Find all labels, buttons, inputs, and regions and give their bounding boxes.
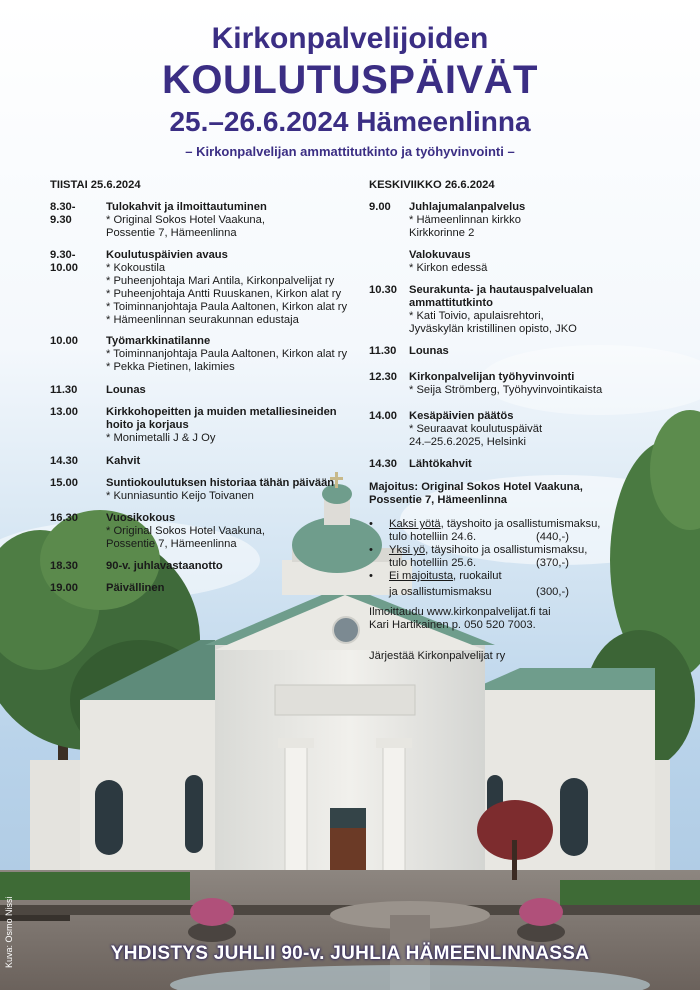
- event-title: Kesäpäivien päätös: [409, 410, 514, 422]
- event-detail: 24.–25.6.2025, Helsinki: [409, 436, 526, 448]
- price-option-desc: , täyshoito ja osallistumismaksu,: [440, 518, 601, 530]
- price-bullet-icon: •: [369, 544, 373, 556]
- event-detail: * Kati Toivio, apulaisrehtori,: [409, 310, 544, 322]
- event-detail: Jyväskylän kristillinen opisto, JKO: [409, 323, 577, 335]
- event-time: 14.30: [50, 455, 78, 467]
- photo-credit: Kuva: Osmo Nissi: [4, 896, 14, 968]
- event-title: Työmarkkinatilanne: [106, 335, 211, 347]
- event-title: Seurakunta- ja hautauspalvelualan: [409, 284, 594, 296]
- event-title: Kahvit: [106, 455, 141, 467]
- price-option-desc: , täysihoito ja osallistumismaksu,: [425, 544, 588, 556]
- price-option-arrival: ja osallistumismaksu: [389, 586, 492, 598]
- registration-info: Ilmoittaudu www.kirkonpalvelijat.fi tai: [369, 606, 551, 618]
- event-time: 9.00: [369, 201, 391, 213]
- event-detail: * Kokoustila: [106, 262, 166, 274]
- event-detail: * Original Sokos Hotel Vaakuna,: [106, 525, 265, 537]
- date-place: 25.–26.6.2024 Hämeenlinna: [169, 106, 531, 137]
- event-time: 13.00: [50, 406, 78, 418]
- event-title: Lounas: [106, 384, 146, 396]
- event-time: 8.30-9.30: [50, 201, 76, 227]
- event-detail: * Puheenjohtaja Mari Antila, Kirkonpalvelijat ry: [106, 275, 335, 287]
- event-title: Lähtökahvit: [409, 458, 472, 470]
- price-option-label: Yksi yö: [389, 544, 426, 556]
- event-time: 9.30-10.00: [50, 249, 78, 275]
- event-detail: * Pekka Pietinen, lakimies: [106, 361, 235, 373]
- price-option: [389, 518, 600, 531]
- price-option-label: Ei majoitusta: [389, 570, 454, 582]
- event-time: 16.30: [50, 512, 78, 524]
- event-title: Päivällinen: [106, 582, 165, 594]
- event-time: 15.00: [50, 477, 78, 489]
- price-amount: (300,-): [536, 586, 569, 598]
- event-time: 12.30: [369, 371, 397, 383]
- price-option-arrival: tulo hotelliin 25.6.: [389, 557, 477, 569]
- price-amount: (370,-): [536, 557, 569, 569]
- price-bullet-icon: •: [369, 518, 373, 530]
- price-option-label: Kaksi yötä: [389, 518, 441, 530]
- event-detail: Kirkkorinne 2: [409, 227, 475, 239]
- tuesday-heading: TIISTAI 25.6.2024: [50, 179, 141, 191]
- accommodation-address: Possentie 7, Hämeenlinna: [369, 494, 508, 506]
- footer-banner: YHDISTYS JUHLII 90-v. JUHLIA HÄMEENLINNASSA: [110, 943, 590, 964]
- price-option-desc: , ruokailut: [453, 570, 502, 582]
- event-detail: * Seuraavat koulutuspäivät: [409, 423, 543, 435]
- theme-subtitle: – Kirkonpalvelijan ammattitutkinto ja työhyvinvointi –: [185, 144, 515, 159]
- registration-contact: Kari Hartikainen p. 050 520 7003.: [369, 619, 536, 631]
- tuesday-column: [50, 179, 370, 599]
- event-title: Tulokahvit ja ilmoittautuminen: [106, 201, 267, 213]
- event-title: Suntiokoulutuksen historiaa tähän päivään: [106, 477, 335, 489]
- organizer: Järjestää Kirkonpalvelijat ry: [369, 650, 506, 662]
- price-amount: (440,-): [536, 531, 569, 543]
- price-option: [389, 570, 502, 583]
- accommodation-title: Majoitus: Original Sokos Hotel Vaakuna,: [369, 481, 583, 493]
- event-title: Juhlajumalanpalvelus: [409, 201, 526, 213]
- event-time: 10.30: [369, 284, 397, 296]
- event-detail: * Original Sokos Hotel Vaakuna,: [106, 214, 265, 226]
- event-title: 90-v. juhlavastaanotto: [106, 560, 223, 572]
- event-detail: * Seija Strömberg, Työhyvinvointikaista: [409, 384, 603, 396]
- event-detail: * Hämeenlinnan kirkko: [409, 214, 521, 226]
- event-title-cont: ammattitutkinto: [409, 297, 493, 309]
- event-time: 18.30: [50, 560, 78, 572]
- event-detail: Possentie 7, Hämeenlinna: [106, 538, 237, 550]
- event-title: Valokuvaus: [409, 249, 471, 261]
- event-time: 14.00: [369, 410, 397, 422]
- title-line1: Kirkonpalvelijoiden: [211, 22, 489, 55]
- event-detail: * Puheenjohtaja Antti Ruuskanen, Kirkon alat ry: [106, 288, 342, 300]
- event-time: 10.00: [50, 335, 78, 347]
- event-detail: * Toiminnanjohtaja Paula Aaltonen, Kirkon alat ry: [106, 301, 348, 313]
- event-title: Lounas: [409, 345, 449, 357]
- price-option-arrival: tulo hotelliin 24.6.: [389, 531, 477, 543]
- wednesday-heading: KESKIVIIKKO 26.6.2024: [369, 179, 495, 191]
- event-detail: * Hämeenlinnan seurakunnan edustaja: [106, 314, 299, 326]
- price-option: [389, 544, 587, 557]
- event-time: 11.30: [50, 384, 78, 396]
- price-bullet-icon: •: [369, 570, 373, 582]
- event-title-cont: hoito ja korjaus: [106, 419, 189, 431]
- event-title: Kirkonpalvelijan työhyvinvointi: [409, 371, 575, 383]
- event-detail: * Monimetalli J & J Oy: [106, 432, 216, 444]
- title-line2: KOULUTUSPÄIVÄT: [162, 58, 538, 102]
- event-detail: * Kunniasuntio Keijo Toivanen: [106, 490, 254, 502]
- event-title: Kirkkohopeitten ja muiden metalliesineiden: [106, 406, 337, 418]
- wednesday-column: [369, 179, 689, 669]
- event-time: 14.30: [369, 458, 397, 470]
- event-detail: * Kirkon edessä: [409, 262, 488, 274]
- event-title: Vuosikokous: [106, 512, 176, 524]
- event-detail: * Toiminnanjohtaja Paula Aaltonen, Kirkon alat ry: [106, 348, 348, 360]
- event-time: 19.00: [50, 582, 78, 594]
- event-title: Koulutuspäivien avaus: [106, 249, 228, 261]
- event-detail: Possentie 7, Hämeenlinna: [106, 227, 237, 239]
- event-time: 11.30: [369, 345, 397, 357]
